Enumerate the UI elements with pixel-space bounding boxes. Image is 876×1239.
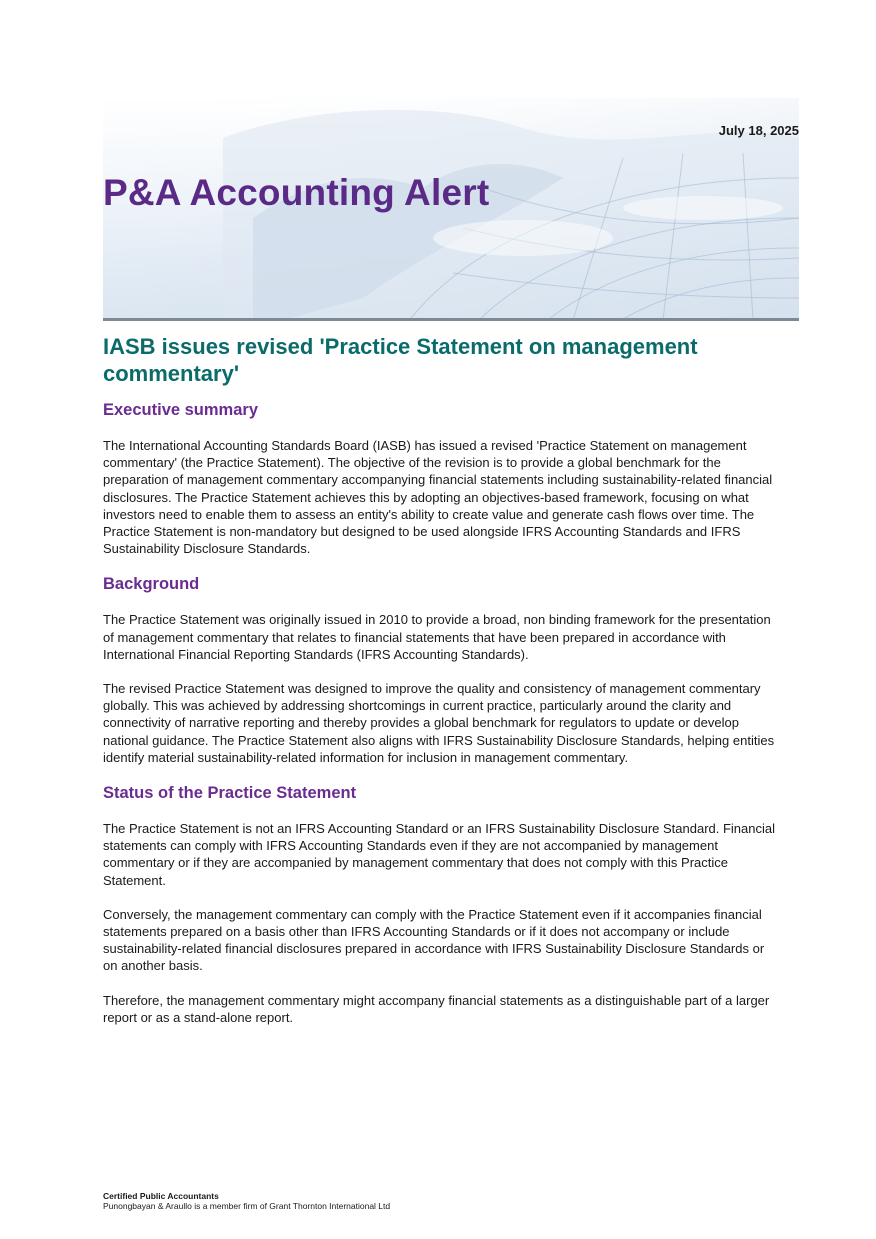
article [103, 333, 779, 1043]
section-heading-status: Status of the Practice Statement [103, 784, 357, 803]
paragraph: The Practice Statement is not an IFRS Accounting Standard or an IFRS Sustainability Disclosure Standard. Financial statements can comply with IFRS Accounting Standards even if they are not accompanied by management commentary or if they are accompanied by management commentary that does not comply with this Practice Statement. [103, 821, 776, 888]
newsletter-title: P&A Accounting Alert [103, 172, 490, 213]
section-heading-executive-summary: Executive summary [103, 401, 259, 419]
paragraph: Conversely, the management commentary can comply with the Practice Statement even if it accompanies financial statements prepared on a basis other than IFRS Accounting Standards or if it does not accompany or include sustainability-related financial disclosures prepared in accordance with IFRS Sustainability Disclosure Standards or on another basis. [103, 906, 765, 974]
paragraph: The Practice Statement was originally issued in 2010 to provide a broad, non binding framework for the presentation of management commentary that relates to financial statements that have been prepared in accordance with International Financial Reporting Standards (IFRS Accounting Standards). [103, 612, 771, 662]
page-footer [103, 1191, 390, 1211]
footer-membership: Punongbayan & Araullo is a member firm of Grant Thornton International Ltd [103, 1201, 391, 1211]
banner-divider [103, 318, 799, 321]
section-heading-background: Background [103, 575, 200, 594]
paragraph: The revised Practice Statement was designed to improve the quality and consistency of management commentary globally. This was achieved by addressing shortcomings in current practice, particularly around the clarity and connectivity of narrative reporting and thereby provides a global benchmark for regulators to update or develop national guidance. The Practice Statement also aligns with IFRS Sustainability Disclosure Standards, helping entities identify material sustainability-related information for inclusion in management commentary. [103, 681, 775, 765]
article-headline: IASB issues revised 'Practice Statement on management commentary' [103, 334, 698, 386]
footer-firm-type: Certified Public Accountants [103, 1191, 219, 1201]
publication-date: July 18, 2025 [718, 123, 799, 138]
paragraph: The International Accounting Standards Board (IASB) has issued a revised 'Practice Statement on management commentary' (the Practice Statement). The objective of the revision is to provide a global benchmark for the preparation of management commentary accompanying financial statements including sustainability-related financial disclosures. The Practice Statement achieves this by adopting an objectives-based framework, focusing on what investors need to enable them to assess an entity's ability to create value and generate cash flows over time. The Practice Statement is non-mandatory but designed to be used alongside IFRS Accounting Standards and IFRS Sustainability Disclosure Standards. [103, 438, 773, 557]
paragraph: Therefore, the management commentary might accompany financial statements as a distinguishable part of a larger report or as a stand-alone report. [103, 992, 770, 1025]
